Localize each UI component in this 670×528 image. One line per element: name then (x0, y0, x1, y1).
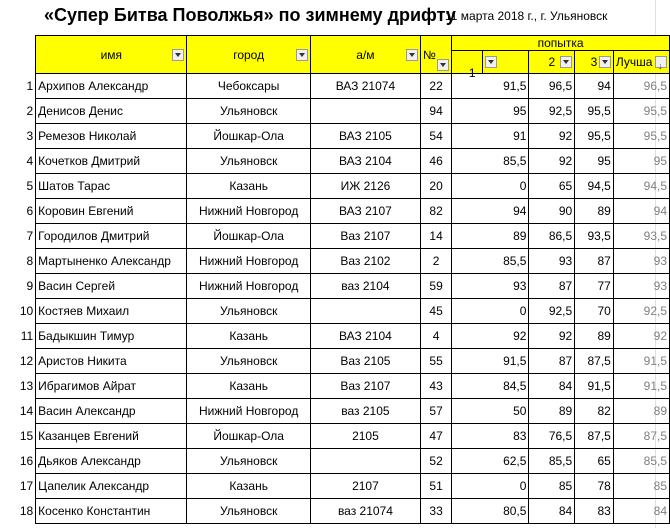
cell-num[interactable]: 51 (420, 474, 451, 499)
cell-car[interactable] (310, 99, 420, 124)
cell-name[interactable]: Казанцев Евгений (36, 424, 187, 449)
filter-dropdown-icon[interactable] (485, 56, 497, 68)
cell-car[interactable]: Ваз 2107 (310, 374, 420, 399)
row-number: 18 (19, 504, 34, 518)
cell-attempt-spacer (452, 274, 483, 299)
filter-dropdown-icon[interactable] (172, 49, 184, 61)
cell-num[interactable]: 55 (420, 349, 451, 374)
cell-attempt-3[interactable]: 95,5 (575, 124, 614, 149)
cell-car[interactable] (310, 299, 420, 324)
header-a2-label: 2 (548, 55, 556, 69)
cell-attempt-1[interactable]: 93 (482, 274, 529, 299)
cell-car[interactable]: ваз 21074 (310, 499, 420, 524)
cell-attempt-1[interactable]: 91 (482, 124, 529, 149)
table-row (0, 324, 670, 349)
header-num[interactable] (420, 36, 451, 74)
header-a3-label: 3 (590, 55, 598, 69)
cell-num[interactable]: 14 (420, 224, 451, 249)
cell-attempt-2[interactable]: 92 (529, 149, 575, 174)
cell-attempt-3[interactable]: 82 (575, 399, 614, 424)
cell-car[interactable]: Ваз 2105 (310, 349, 420, 374)
row-number: 6 (26, 204, 34, 218)
filter-dropdown-icon[interactable] (296, 49, 308, 61)
cell-attempt-2[interactable]: 87 (529, 274, 575, 299)
cell-name[interactable]: Ремезов Николай (36, 124, 187, 149)
cell-best[interactable]: 95,5 (613, 99, 669, 124)
table-row (0, 299, 670, 324)
cell-attempt-2[interactable]: 84 (529, 374, 575, 399)
row-number: 3 (26, 129, 34, 143)
cell-city[interactable]: Ульяновск (187, 499, 311, 524)
cell-best[interactable]: 85,5 (613, 449, 669, 474)
cell-city[interactable]: Йошкар-Ола (187, 424, 311, 449)
table-row (0, 274, 670, 299)
header-car[interactable] (310, 36, 420, 74)
cell-attempt-2[interactable]: 96,5 (529, 74, 575, 99)
cell-attempt-spacer (452, 474, 483, 499)
cell-attempt-spacer (452, 199, 483, 224)
row-number: 9 (26, 279, 34, 293)
cell-attempt-spacer (452, 124, 483, 149)
header-attempt: попытка (452, 36, 670, 51)
cell-attempt-2[interactable]: 86,5 (529, 224, 575, 249)
header-attempt-2[interactable] (529, 51, 575, 74)
cell-attempt-2[interactable]: 76,5 (529, 424, 575, 449)
cell-best[interactable]: 93,5 (613, 224, 669, 249)
row-number: 1 (26, 79, 34, 93)
cell-city[interactable]: Нижний Новгород (187, 249, 311, 274)
cell-attempt-2[interactable]: 87 (529, 349, 575, 374)
cell-best[interactable]: 85 (613, 474, 669, 499)
row-number: 13 (19, 379, 34, 393)
cell-num[interactable]: 45 (420, 299, 451, 324)
cell-best[interactable]: 93 (613, 249, 669, 274)
cell-car[interactable]: ВАЗ 2104 (310, 324, 420, 349)
cell-name[interactable]: Кочетков Дмитрий (36, 149, 187, 174)
cell-best[interactable]: 96,5 (613, 74, 669, 99)
row-number: 12 (19, 354, 34, 368)
cell-attempt-spacer (452, 324, 483, 349)
row-number: 11 (20, 329, 34, 343)
cell-city[interactable]: Ульяновск (187, 149, 311, 174)
cell-city[interactable]: Ульяновск (187, 449, 311, 474)
cell-attempt-1[interactable]: 85,5 (482, 149, 529, 174)
header-a1-label: 1 (468, 66, 476, 80)
cell-attempt-1[interactable]: 50 (482, 399, 529, 424)
cell-name[interactable]: Ибрагимов Айрат (36, 374, 187, 399)
row-number-header (0, 51, 36, 74)
header-city-label: город (233, 47, 265, 62)
cell-best[interactable]: 92,5 (613, 299, 669, 324)
cell-attempt-1[interactable]: 94 (482, 199, 529, 224)
cell-city[interactable]: Йошкар-Ола (187, 124, 311, 149)
cell-best[interactable]: 91,5 (613, 349, 669, 374)
header-num-label: № (422, 47, 436, 62)
cell-city[interactable]: Казань (187, 374, 311, 399)
cell-attempt-3[interactable]: 83 (575, 499, 614, 524)
cell-attempt-1[interactable]: 89 (482, 224, 529, 249)
cell-attempt-2[interactable]: 92 (529, 124, 575, 149)
cell-num[interactable]: 43 (420, 374, 451, 399)
cell-name[interactable]: Дьяков Александр (36, 449, 187, 474)
cell-attempt-3[interactable]: 89 (575, 199, 614, 224)
cell-name[interactable]: Шатов Тарас (36, 174, 187, 199)
cell-attempt-1[interactable]: 0 (482, 174, 529, 199)
cell-best[interactable]: 95,5 (613, 124, 669, 149)
cell-attempt-1[interactable]: 95 (482, 99, 529, 124)
cell-city[interactable]: Нижний Новгород (187, 399, 311, 424)
row-number: 15 (19, 429, 34, 443)
cell-best[interactable]: 93 (613, 274, 669, 299)
table-row (0, 499, 670, 524)
sheet-title: «Супер Битва Поволжья» по зимнему дрифту (44, 5, 456, 25)
cell-city[interactable]: Нижний Новгород (187, 274, 311, 299)
cell-best[interactable]: 89 (613, 399, 669, 424)
cell-best[interactable]: 94,5 (613, 174, 669, 199)
cell-num[interactable]: 47 (420, 424, 451, 449)
cell-attempt-1[interactable]: 91,5 (482, 349, 529, 374)
row-number: 7 (26, 229, 34, 243)
cell-name[interactable]: Бадыкшин Тимур (36, 324, 187, 349)
cell-attempt-3[interactable]: 94,5 (575, 174, 614, 199)
cell-name[interactable]: Городилов Дмитрий (36, 224, 187, 249)
cell-attempt-3[interactable]: 93,5 (575, 224, 614, 249)
cell-attempt-2[interactable]: 92 (529, 324, 575, 349)
row-number: 16 (19, 454, 34, 468)
table-row (0, 99, 670, 124)
header-attempt-3[interactable] (575, 51, 614, 74)
cell-attempt-1[interactable]: 80,5 (482, 499, 529, 524)
row-number: 5 (26, 179, 34, 193)
cell-num[interactable]: 94 (420, 99, 451, 124)
cell-attempt-3[interactable]: 87,5 (575, 424, 614, 449)
table-row (0, 349, 670, 374)
cell-name[interactable]: Аристов Никита (36, 349, 187, 374)
cell-attempt-3[interactable]: 70 (575, 299, 614, 324)
cell-num[interactable]: 54 (420, 124, 451, 149)
cell-attempt-spacer (452, 299, 483, 324)
cell-attempt-3[interactable]: 89 (575, 324, 614, 349)
cell-city[interactable]: Чебоксары (187, 74, 311, 99)
cell-name[interactable]: Архипов Александр (36, 74, 187, 99)
cell-attempt-3[interactable]: 95 (575, 149, 614, 174)
cell-attempt-3[interactable]: 87,5 (575, 349, 614, 374)
table-row (0, 424, 670, 449)
row-number: 10 (19, 304, 34, 318)
cell-attempt-spacer (452, 499, 483, 524)
table-row (0, 399, 670, 424)
cell-num[interactable]: 46 (420, 149, 451, 174)
cell-city[interactable]: Ульяновск (187, 349, 311, 374)
cell-name[interactable]: Денисов Денис (36, 99, 187, 124)
cell-attempt-spacer (452, 349, 483, 374)
cell-attempt-1[interactable]: 83 (482, 424, 529, 449)
cell-car[interactable]: ВАЗ 21074 (310, 74, 420, 99)
cell-city[interactable]: Нижний Новгород (187, 199, 311, 224)
cell-num[interactable]: 59 (420, 274, 451, 299)
header-best[interactable] (613, 51, 669, 74)
cell-attempt-1[interactable]: 91,5 (482, 74, 529, 99)
table-row (0, 249, 670, 274)
cell-car[interactable]: ВАЗ 2104 (310, 149, 420, 174)
cell-attempt-3[interactable]: 78 (575, 474, 614, 499)
cell-car[interactable]: 2105 (310, 424, 420, 449)
cell-name[interactable]: Коровин Евгений (36, 199, 187, 224)
cell-attempt-2[interactable]: 93 (529, 249, 575, 274)
cell-attempt-3[interactable]: 95,5 (575, 99, 614, 124)
table-row (0, 224, 670, 249)
cell-car[interactable]: ВАЗ 2105 (310, 124, 420, 149)
cell-city[interactable]: Казань (187, 324, 311, 349)
table-row (0, 124, 670, 149)
filter-dropdown-icon[interactable] (599, 56, 611, 68)
cell-city[interactable]: Йошкар-Ола (187, 224, 311, 249)
row-number: 17 (19, 479, 34, 493)
table-row (0, 474, 670, 499)
filter-dropdown-icon[interactable] (560, 56, 572, 68)
cell-num[interactable]: 20 (420, 174, 451, 199)
cell-best[interactable]: 84 (613, 499, 669, 524)
cell-name[interactable]: Мартыненко Александр (36, 249, 187, 274)
cell-car[interactable]: ВАЗ 2107 (310, 199, 420, 224)
header-car-label: а/м (356, 47, 375, 62)
cell-num[interactable]: 2 (420, 249, 451, 274)
cell-attempt-2[interactable]: 92,5 (529, 299, 575, 324)
cell-best[interactable]: 94 (613, 199, 669, 224)
cell-attempt-spacer (452, 399, 483, 424)
cell-attempt-1[interactable]: 84,5 (482, 374, 529, 399)
cell-attempt-spacer (452, 224, 483, 249)
cell-city[interactable]: Казань (187, 174, 311, 199)
table-row (0, 199, 670, 224)
cell-car[interactable]: Ваз 2102 (310, 249, 420, 274)
cell-best[interactable]: 95 (613, 149, 669, 174)
header-best-label: Лучша (615, 55, 653, 69)
table-row (0, 149, 670, 174)
cell-attempt-spacer (452, 149, 483, 174)
cell-attempt-1[interactable]: 0 (482, 474, 529, 499)
cell-attempt-1[interactable]: 62,5 (482, 449, 529, 474)
cell-num[interactable]: 57 (420, 399, 451, 424)
cell-city[interactable]: Ульяновск (187, 299, 311, 324)
cell-num[interactable]: 33 (420, 499, 451, 524)
cell-name[interactable]: Васин Александр (36, 399, 187, 424)
cell-name[interactable]: Косенко Константин (36, 499, 187, 524)
cell-attempt-2[interactable]: 89 (529, 399, 575, 424)
row-number: 14 (19, 404, 34, 418)
cell-num[interactable]: 52 (420, 449, 451, 474)
cell-attempt-2[interactable]: 90 (529, 199, 575, 224)
cell-attempt-2[interactable]: 85,5 (529, 449, 575, 474)
cell-attempt-spacer (452, 374, 483, 399)
cell-car[interactable]: Ваз 2107 (310, 224, 420, 249)
cell-attempt-3[interactable]: 77 (575, 274, 614, 299)
cell-attempt-spacer (452, 74, 483, 99)
cell-attempt-1[interactable]: 85,5 (482, 249, 529, 274)
cell-attempt-spacer (452, 99, 483, 124)
row-number: 8 (26, 254, 34, 268)
cell-num[interactable]: 4 (420, 324, 451, 349)
cell-car[interactable]: ИЖ 2126 (310, 174, 420, 199)
cell-car[interactable] (310, 449, 420, 474)
cell-attempt-2[interactable]: 84 (529, 499, 575, 524)
row-number: 4 (26, 154, 34, 168)
header-attempt-1[interactable] (452, 51, 483, 74)
cell-attempt-3[interactable]: 94 (575, 74, 614, 99)
cell-attempt-3[interactable]: 91,5 (575, 374, 614, 399)
cell-city[interactable]: Ульяновск (187, 99, 311, 124)
cell-car[interactable]: 2107 (310, 474, 420, 499)
header-name-label: имя (100, 47, 123, 62)
cell-num[interactable]: 22 (420, 74, 451, 99)
cell-city[interactable]: Казань (187, 474, 311, 499)
cell-best[interactable]: 91,5 (613, 374, 669, 399)
table-row (0, 74, 670, 99)
cell-attempt-1[interactable]: 0 (482, 299, 529, 324)
cell-attempt-2[interactable]: 65 (529, 174, 575, 199)
cell-attempt-1[interactable]: 92 (482, 324, 529, 349)
date-place: 11 марта 2018 г., г. Ульяновск (445, 9, 608, 23)
cell-attempt-spacer (452, 249, 483, 274)
table-row (0, 374, 670, 399)
row-number: 2 (26, 104, 34, 118)
header-attempt-1b[interactable] (468, 51, 529, 80)
cell-name[interactable]: Костяев Михаил (36, 299, 187, 324)
cell-best[interactable]: 87,5 (613, 424, 669, 449)
filter-dropdown-icon[interactable] (437, 59, 449, 71)
cell-attempt-spacer (452, 424, 483, 449)
results-table (0, 35, 670, 524)
cell-attempt-3[interactable]: 65 (575, 449, 614, 474)
table-row (0, 174, 670, 199)
cell-name[interactable]: Цапелик Александр (36, 474, 187, 499)
filter-dropdown-icon[interactable] (406, 49, 418, 61)
cell-num[interactable]: 82 (420, 199, 451, 224)
cell-car[interactable]: ваз 2104 (310, 274, 420, 299)
cell-best[interactable]: 92 (613, 324, 669, 349)
header-city[interactable] (187, 36, 311, 74)
table-row (0, 449, 670, 474)
cell-attempt-2[interactable]: 85 (529, 474, 575, 499)
row-number-header (0, 36, 36, 51)
cell-attempt-3[interactable]: 87 (575, 249, 614, 274)
cell-attempt-spacer (452, 174, 483, 199)
sort-desc-icon[interactable] (655, 56, 667, 68)
cell-attempt-spacer (452, 449, 483, 474)
cell-car[interactable]: ваз 2105 (310, 399, 420, 424)
header-name[interactable] (36, 36, 187, 74)
cell-attempt-2[interactable]: 92,5 (529, 99, 575, 124)
cell-name[interactable]: Васин Сергей (36, 274, 187, 299)
